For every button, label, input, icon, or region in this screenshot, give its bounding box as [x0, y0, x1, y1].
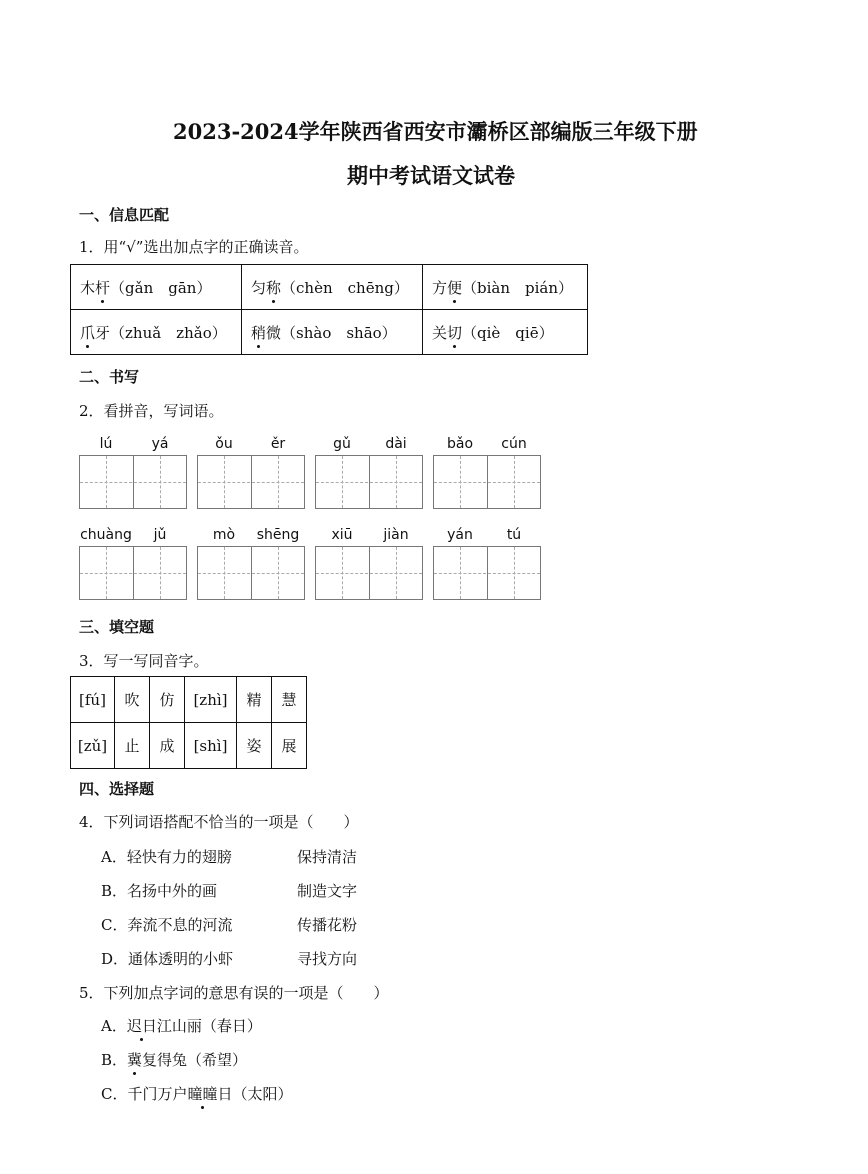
homophone-cell: 慧: [272, 677, 307, 723]
dotted-char: 冀: [127, 1051, 143, 1069]
pinyin-label: ǒu: [215, 436, 233, 452]
pronunciation-cell: 爪牙（zhuǎ zhǎo）: [71, 310, 242, 355]
exam-title-line1: 2023-2024学年陕西省西安市灞桥区部编版三年级下册: [173, 119, 698, 144]
dotted-char: 切: [447, 323, 463, 342]
q4-option-b-right: 制造文字: [297, 882, 358, 900]
pronunciation-cell: 稍微（shào shāo）: [242, 310, 423, 355]
section-heading-1: 一、信息匹配: [79, 206, 170, 224]
q5-option-a[interactable]: A．迟日江山丽（春日）: [101, 1017, 262, 1035]
dotted-char: 稍: [251, 323, 267, 342]
q4-option-b[interactable]: B．名扬中外的画: [101, 882, 218, 900]
pinyin-label: xiū: [331, 527, 353, 543]
pinyin-label: yán: [447, 527, 473, 543]
writing-box[interactable]: [315, 455, 423, 509]
pronunciation-cell: 匀称（chèn chēng）: [242, 265, 423, 310]
pinyin-label: tú: [506, 527, 522, 543]
question-2-prompt: 2．看拼音，写词语。: [79, 402, 224, 420]
pinyin-label: bǎo: [446, 436, 474, 452]
homophone-cell: 精: [237, 677, 272, 723]
pinyin-label: ěr: [270, 436, 286, 452]
pinyin-label: yá: [151, 436, 169, 452]
writing-box[interactable]: [79, 455, 187, 509]
pronunciation-cell: 木杆（gǎn gān）: [71, 265, 242, 310]
dotted-char: 便: [447, 278, 463, 297]
q4-option-c-right: 传播花粉: [297, 916, 358, 934]
writing-box[interactable]: [433, 546, 541, 600]
pinyin-label: mò: [212, 527, 236, 543]
writing-box[interactable]: [433, 455, 541, 509]
pronunciation-cell: 关切（qiè qiē）: [423, 310, 588, 355]
question-4-prompt: 4．下列词语搭配不恰当的一项是（ ）: [79, 813, 359, 831]
dotted-char: 称: [266, 278, 282, 297]
pronunciation-cell: 方便（biàn pián）: [423, 265, 588, 310]
section-heading-3: 三、填空题: [79, 618, 155, 636]
homophone-table: [70, 676, 307, 769]
q5-option-b[interactable]: B．冀复得兔（希望）: [101, 1051, 248, 1069]
homophone-cell: [fú]: [71, 677, 115, 723]
q4-option-d[interactable]: D．通体透明的小虾: [101, 950, 234, 968]
pinyin-label: gǔ: [333, 436, 351, 452]
homophone-cell: 展: [272, 723, 307, 769]
q4-option-c[interactable]: C．奔流不息的河流: [101, 916, 233, 934]
question-3-prompt: 3．写一写同音字。: [79, 652, 209, 670]
pinyin-label: lú: [99, 436, 113, 452]
section-heading-4: 四、选择题: [79, 780, 155, 798]
homophone-cell: 仿: [150, 677, 185, 723]
writing-box[interactable]: [79, 546, 187, 600]
pronunciation-table: [70, 264, 588, 355]
dotted-char: 曈曈: [187, 1085, 218, 1103]
dotted-char: 爪: [80, 323, 96, 342]
pinyin-label: dài: [385, 436, 407, 452]
writing-box[interactable]: [197, 546, 305, 600]
homophone-cell: [zǔ]: [71, 723, 115, 769]
pinyin-label: shēng: [256, 527, 300, 543]
question-5-prompt: 5．下列加点字词的意思有误的一项是（ ）: [79, 984, 389, 1002]
dotted-char: 迟日: [126, 1017, 157, 1035]
q4-option-a[interactable]: A．轻快有力的翅膀: [101, 848, 232, 866]
homophone-cell: [zhì]: [185, 677, 237, 723]
homophone-cell: 姿: [237, 723, 272, 769]
question-1-prompt: 1．用“√”选出加点字的正确读音。: [79, 238, 309, 256]
q5-option-c[interactable]: C．千门万户曈曈日（太阳）: [101, 1085, 293, 1103]
homophone-cell: [shì]: [185, 723, 237, 769]
homophone-cell: 成: [150, 723, 185, 769]
dotted-char: 杆: [95, 278, 111, 297]
q4-option-a-right: 保持清洁: [297, 848, 358, 866]
writing-box[interactable]: [197, 455, 305, 509]
pinyin-label: cún: [501, 436, 527, 452]
exam-title-line2: 期中考试语文试卷: [347, 163, 515, 188]
writing-box[interactable]: [315, 546, 423, 600]
homophone-cell: 止: [115, 723, 150, 769]
section-heading-2: 二、书写: [79, 368, 140, 386]
pinyin-label: jǔ: [153, 527, 167, 543]
homophone-cell: 吹: [115, 677, 150, 723]
pinyin-label: jiàn: [383, 527, 409, 543]
q4-option-d-right: 寻找方向: [297, 950, 358, 968]
pinyin-label: chuàng: [80, 527, 132, 543]
